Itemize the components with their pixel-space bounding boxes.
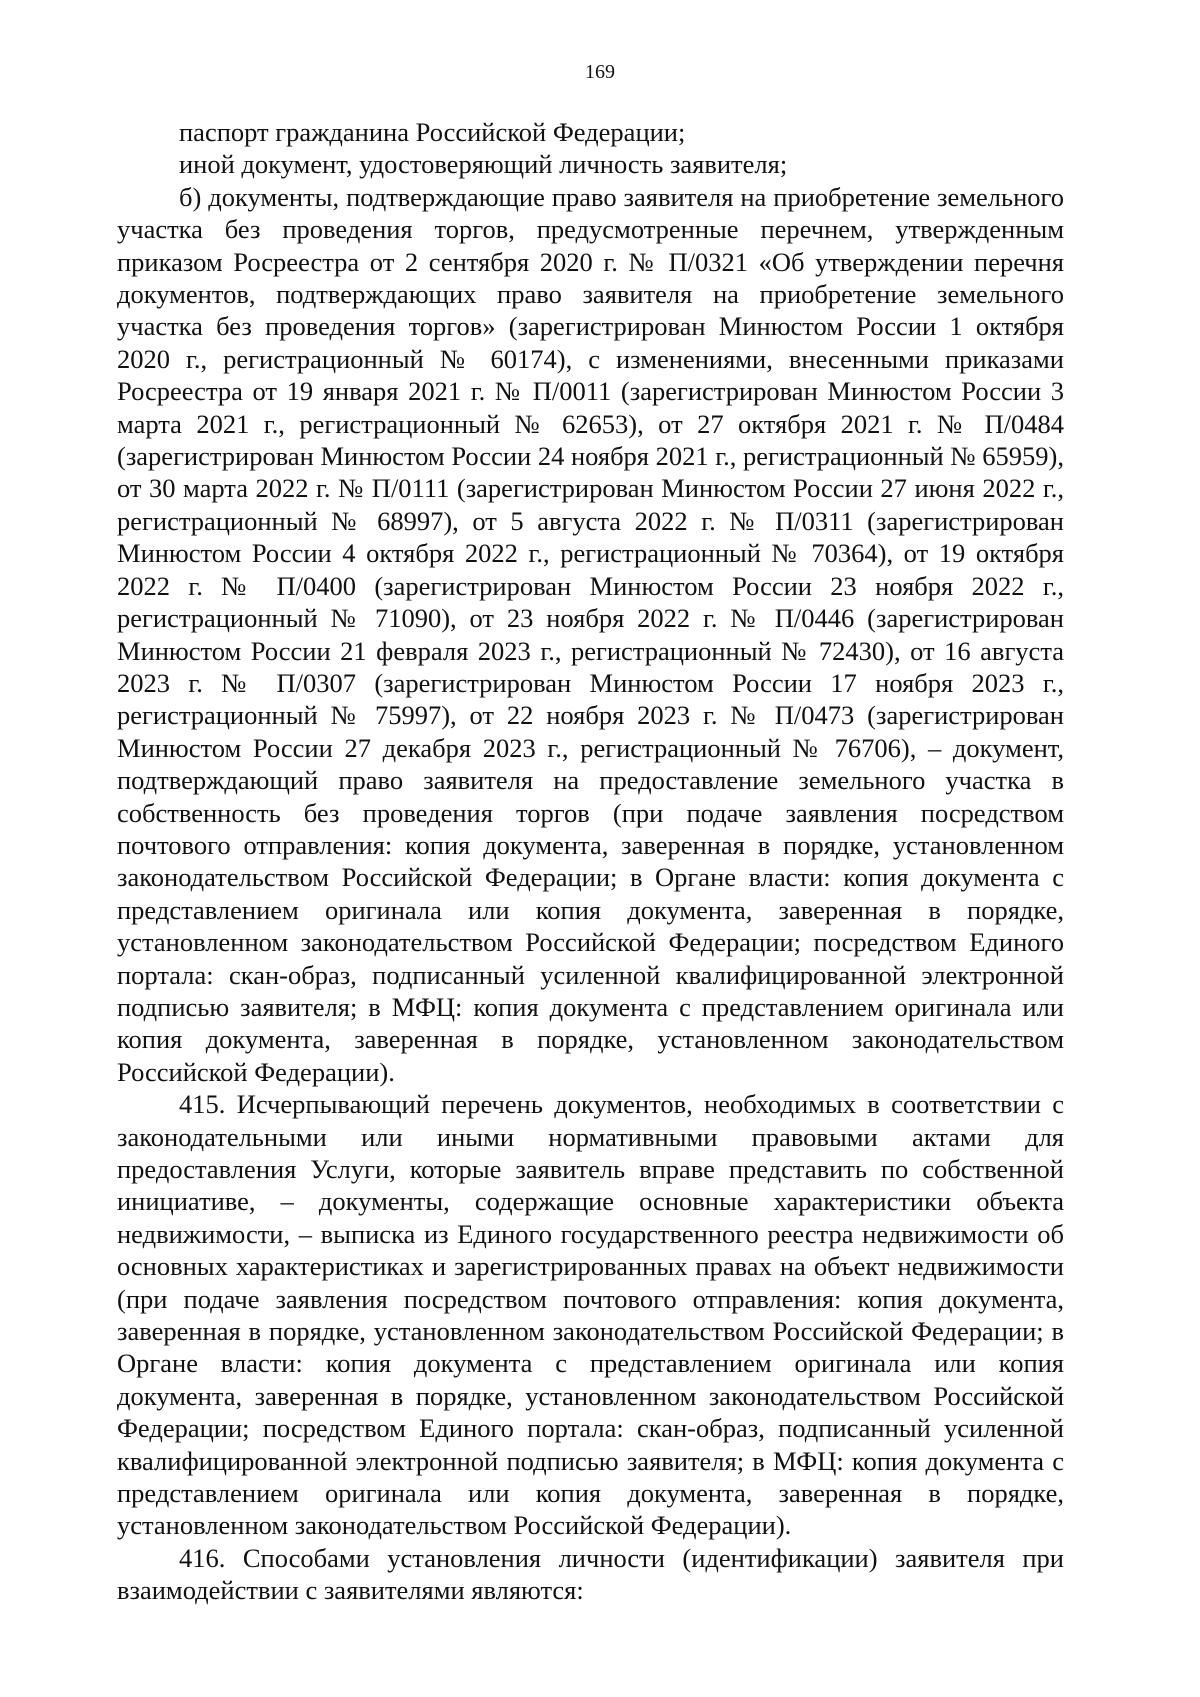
paragraph-416: 416. Способами установления личности (идентификации) заявителя при взаимодействии с заявителями являются: xyxy=(117,1542,1064,1606)
paragraph-b-land-rights-documents: б) документы, подтверждающие право заявителя на приобретение земельного участка без проведения торгов, предусмотренные перечнем, утвержденным приказом Росреестра от 2 сентября 2020 г. № П/0321 «Об утверждении перечня документов, подтверждающих право заявителя на приобретение земельного участка без проведения торгов» (зарегистрирован Минюстом России 1 октября 2020 г., регистрационный № 60174), с изменениями, внесенными приказами Росреестра от 19 января 2021 г. № П/0011 (зарегистрирован Минюстом России 3 марта 2021 г., регистрационный № 62653), от 27 октября 2021 г. № П/0484 (зарегистрирован Минюстом России 24 ноября 2021 г., регистрационный № 65959), от 30 марта 2022 г. № П/0111 (зарегистрирован Минюстом России 27 июня 2022 г., регистрационный № 68997), от 5 августа 2022 г. № П/0311 (зарегистрирован Минюстом России 4 октября 2022 г., регистрационный № 70364), от 19 октября 2022 г. № П/0400 (зарегистрирован Минюстом России 23 ноября 2022 г., регистрационный № 71090), от 23 ноября 2022 г. № П/0446 (зарегистрирован Минюстом России 21 февраля 2023 г., регистрационный № 72430), от 16 августа 2023 г. № П/0307 (зарегистрирован Минюстом России 17 ноября 2023 г., регистрационный № 75997), от 22 ноября 2023 г. № П/0473 (зарегистрирован Минюстом России 27 декабря 2023 г., регистрационный № 76706), – документ, подтверждающий право заявителя на предоставление земельного участка в собственность без проведения торгов (при подаче заявления посредством почтового отправления: копия документа, заверенная в порядке, установленном законодательством Российской Федерации; в Органе власти: копия документа с представлением оригинала или копия документа, заверенная в порядке, установленном законодательством Российской Федерации; посредством Единого портала: скан-образ, подписанный усиленной квалифицированной электронной подписью заявителя; в МФЦ: копия документа с представлением оригинала или копия документа, заверенная в порядке, установленном законодательством Российской Федерации). xyxy=(117,181,1064,1087)
paragraph-other-id-document: иной документ, удостоверяющий личность заявителя; xyxy=(179,149,788,180)
paragraph-415: 415. Исчерпывающий перечень документов, необходимых в соответствии с законодательными или иными нормативными правовыми актами для предоставления Услуги, которые заявитель вправе представить по собственной инициативе, – документы, содержащие основные характеристики объекта недвижимости, – выписка из Единого государственного реестра недвижимости об основных характеристиках и зарегистрированных правах на объект недвижимости (при подаче заявления посредством почтового отправления: копия документа, заверенная в порядке, установленном законодательством Российской Федерации; в Органе власти: копия документа с представлением оригинала или копия документа, заверенная в порядке, установленном законодательством Российской Федерации; посредством Единого портала: скан-образ, подписанный усиленной квалифицированной электронной подписью заявителя; в МФЦ: копия документа с представлением оригинала или копия документа, заверенная в порядке, установленном законодательством Российской Федерации). xyxy=(117,1089,1064,1541)
document-body xyxy=(117,116,1064,1607)
paragraph-passport: паспорт гражданина Российской Федерации; xyxy=(179,117,686,147)
page-number: 169 xyxy=(585,61,615,83)
